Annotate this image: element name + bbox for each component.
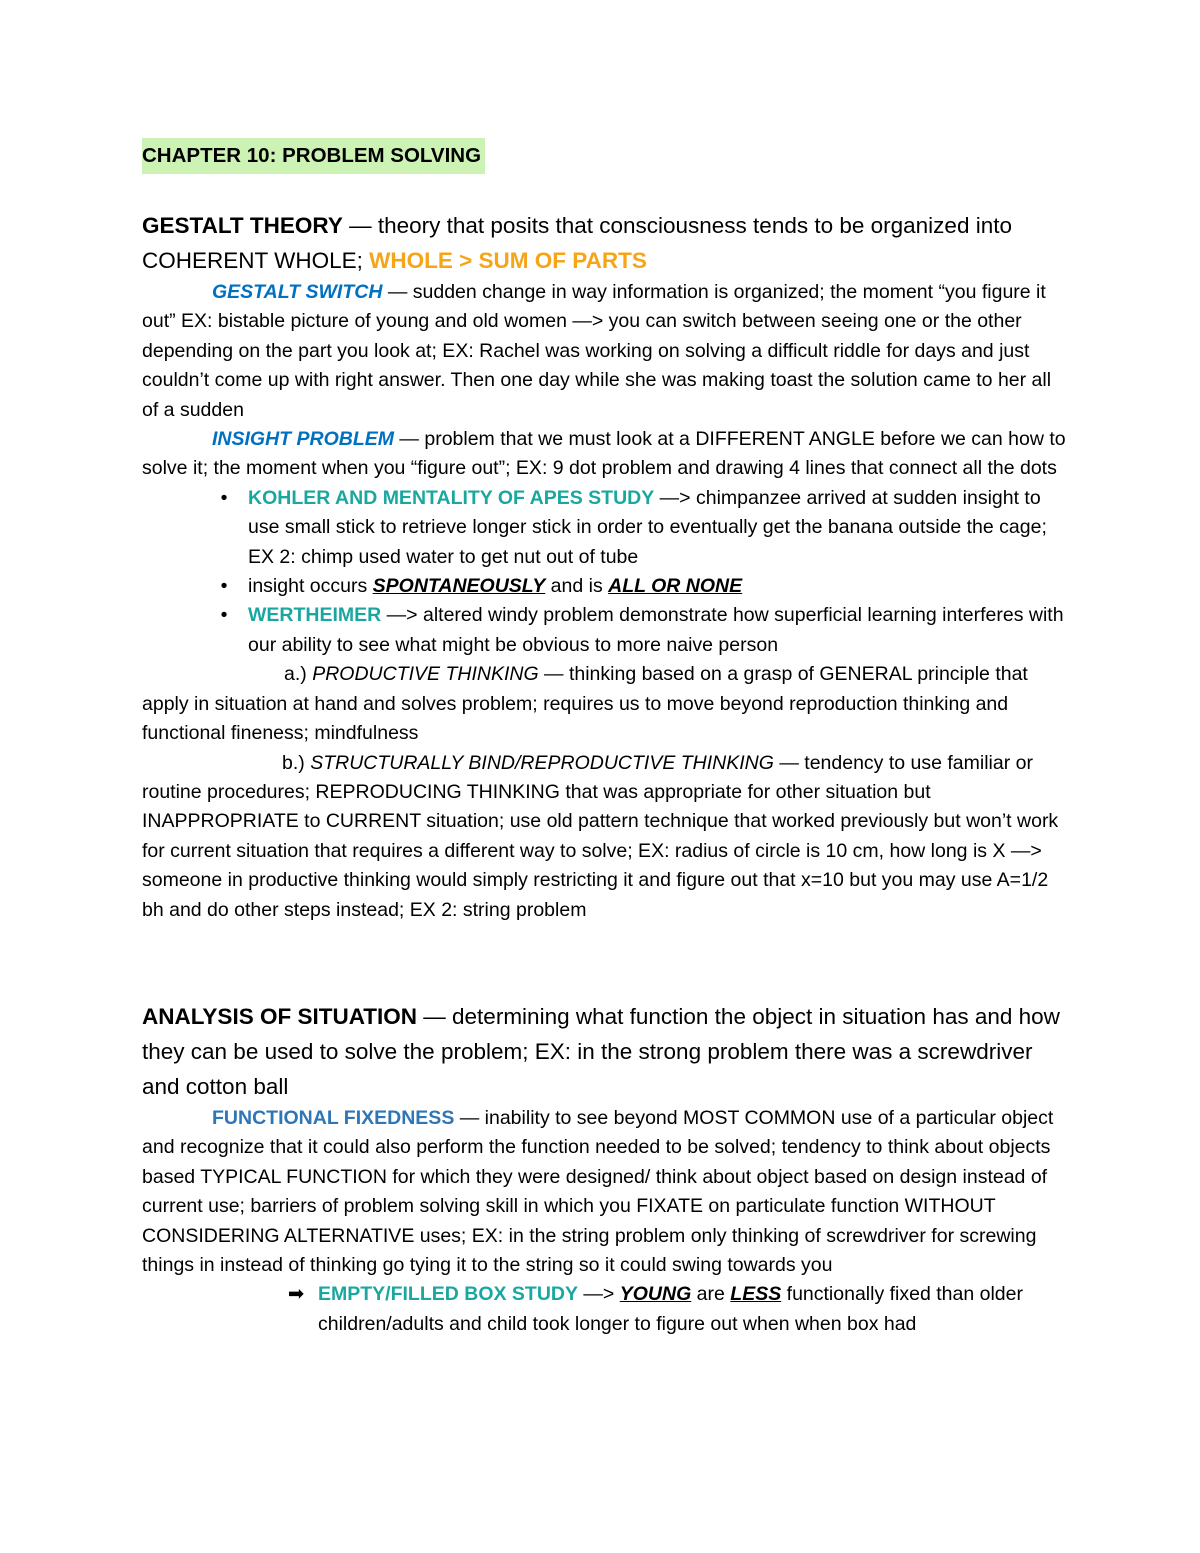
analysis-definition: — determining what function the object in situation has and how they can be used to solve the problem; EX: in the strong problem there was a screwdriver and cotton ball xyxy=(142,1003,1060,1099)
reproductive-label: b.) xyxy=(282,751,311,774)
wertheimer-text: —> altered windy problem demonstrate how superficial learning interferes with our ability to see what might be obvious to more naive person xyxy=(248,604,1064,656)
insight-problem-paragraph xyxy=(142,425,1072,484)
productive-label: a.) xyxy=(284,663,313,686)
wertheimer-term: WERTHEIMER xyxy=(248,604,382,627)
reproductive-term: STRUCTURALLY BIND/REPRODUCTIVE THINKING xyxy=(310,751,774,774)
gestalt-switch-paragraph xyxy=(142,278,1072,425)
analysis-paragraph xyxy=(142,999,1072,1104)
functional-fixedness-definition: — inability to see beyond MOST COMMON use of a particular object and recognize that it could also perform the function needed to be solved; tendency to think about objects based TYPICAL FUNCTION for which they were designed/ think about object based on design instead of current use; barriers of problem solving skill in which you FIXATE on particulate function WITHOUT CONSIDERING ALTERNATIVE uses; EX: in the string problem only thinking of screwdriver for screwing things in instead of thinking go tying it to the string so it could swing towards you xyxy=(142,1106,1054,1276)
bullet-icon: • xyxy=(220,486,228,509)
gestalt-theory-highlight: WHOLE > SUM OF PARTS xyxy=(369,248,647,273)
reproductive-thinking-paragraph xyxy=(142,749,1072,925)
insight-mid: and is xyxy=(545,575,609,598)
box-study-term: EMPTY/FILLED BOX STUDY xyxy=(318,1283,579,1306)
gestalt-theory-term: GESTALT THEORY xyxy=(142,213,343,238)
insight-all-or-none: ALL OR NONE xyxy=(608,575,743,598)
box-study-arrow-text: —> xyxy=(578,1283,620,1306)
kohler-text: —> chimpanzee arrived at sudden insight to use small stick to retrieve longer stick in order to eventually get the banana outside the cage; EX 2: chimp used water to get nut out of tube xyxy=(248,486,1047,568)
list-item xyxy=(142,484,1072,572)
bullet-icon: • xyxy=(220,575,228,598)
box-study-text: functionally fixed than older children/adults and child took longer to figure out when when box had xyxy=(318,1283,1023,1335)
box-study-are: are xyxy=(691,1283,731,1306)
arrow-right-icon: ➡ xyxy=(287,1283,305,1306)
insight-problem-definition: — problem that we must look at a DIFFERENT ANGLE before we can how to solve it; the moment when you “figure out”; EX: 9 dot problem and drawing 4 lines that connect all the dots xyxy=(142,428,1066,480)
box-study-item xyxy=(142,1280,1072,1339)
bullet-icon: • xyxy=(220,604,228,627)
list-item xyxy=(142,572,1072,601)
gestalt-switch-definition: — sudden change in way information is organized; the moment “you figure it out” EX: bistable picture of young and old women —> you can switch between seeing one or the other depending on the part you look at; EX: Rachel was working on solving a difficult riddle for days and just couldn’t come up with right answer. Then one day while she was making toast the solution came to her all of a sudden xyxy=(142,281,1052,421)
productive-term: PRODUCTIVE THINKING xyxy=(312,663,539,686)
box-study-less: LESS xyxy=(730,1283,782,1306)
spacer xyxy=(142,174,1072,208)
box-study-young: YOUNG xyxy=(619,1283,692,1306)
analysis-term: ANALYSIS OF SITUATION xyxy=(142,1003,418,1029)
chapter-title: CHAPTER 10: PROBLEM SOLVING xyxy=(142,138,485,174)
gestalt-theory-definition: — theory that posits that consciousness tends to be organized into COHERENT WHOLE; xyxy=(142,213,1012,273)
list-item xyxy=(142,601,1072,660)
productive-text: — thinking based on a grasp of GENERAL principle that apply in situation at hand and solves problem; requires us to move beyond reproduction thinking and functional fineness; mindfulness xyxy=(142,663,1028,745)
document-body xyxy=(142,138,1072,1339)
insight-spontaneously: SPONTANEOUSLY xyxy=(372,575,546,598)
gestalt-switch-term: GESTALT SWITCH xyxy=(212,281,383,303)
functional-fixedness-paragraph xyxy=(142,1104,1072,1280)
kohler-term: KOHLER AND MENTALITY OF APES STUDY xyxy=(248,486,655,509)
chapter-heading xyxy=(142,138,1072,174)
insight-prefix: insight occurs xyxy=(248,575,373,598)
productive-thinking-paragraph xyxy=(142,660,1072,748)
reproductive-text: — tendency to use familiar or routine procedures; REPRODUCING THINKING that was appropriate for other situation but INAPPROPRIATE to CURRENT situation; use old pattern technique that worked previously but won’t work for current situation that requires a different way to solve; EX: radius of circle is 10 cm, how long is X —> someone in productive thinking would simply restricting it and figure out that x=10 but you may use A=1/2 bh and do other steps instead; EX 2: string problem xyxy=(142,751,1059,921)
insight-problem-term: INSIGHT PROBLEM xyxy=(212,428,395,451)
gestalt-theory-paragraph xyxy=(142,208,1072,278)
insight-bullet-list xyxy=(142,484,1072,660)
spacer xyxy=(142,925,1072,999)
functional-fixedness-term: FUNCTIONAL FIXEDNESS xyxy=(212,1106,455,1129)
